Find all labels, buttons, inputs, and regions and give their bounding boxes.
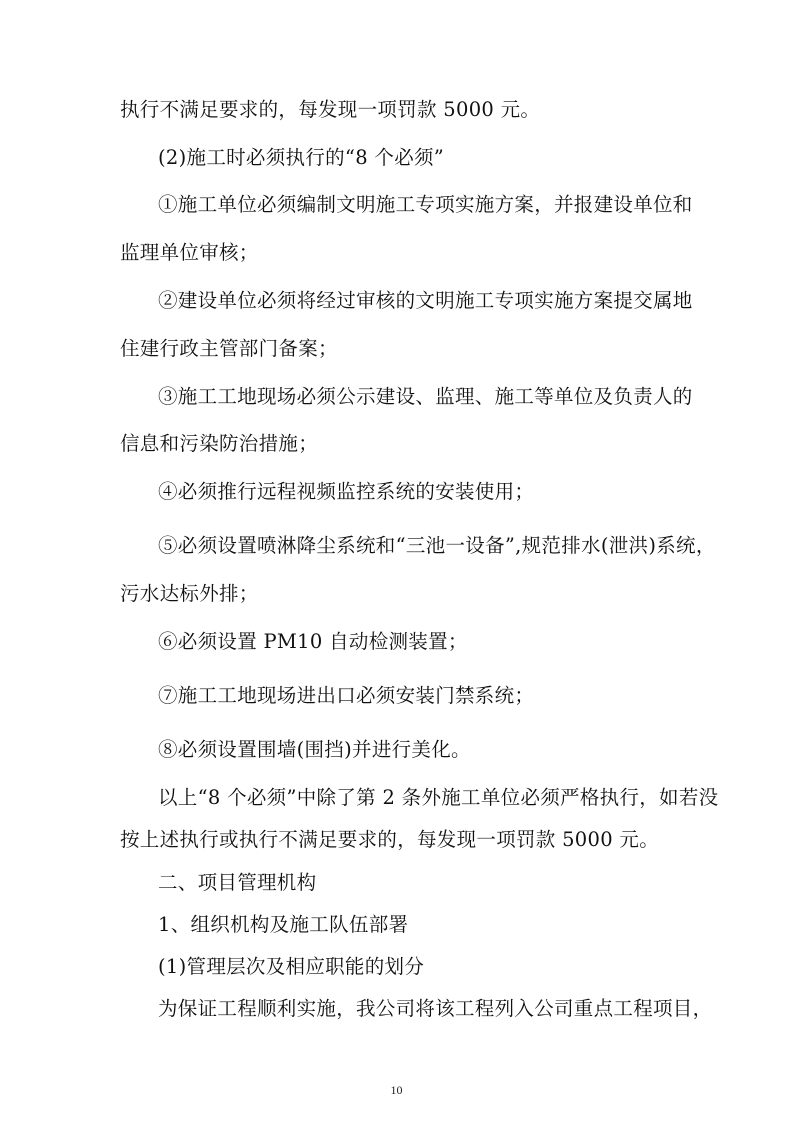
paragraph-line: 执行不满足要求的，每发现一项罚款 5000 元。 (120, 98, 541, 121)
list-item: ④必须推行远程视频监控系统的安装使用； (158, 480, 535, 503)
list-item: ⑥必须设置 PM10 自动检测装置； (158, 630, 468, 653)
list-item: ①施工单位必须编制文明施工专项实施方案，并报建设单位和 (158, 193, 693, 216)
page-number: 10 (390, 1083, 403, 1097)
list-item: ③施工工地现场必须公示建设、监理、施工等单位及负责人的 (158, 385, 693, 408)
list-item-continuation: 信息和污染防治措施； (120, 432, 319, 455)
subsection-heading: 1、组织机构及施工队伍部署 (158, 913, 409, 936)
section-heading: 二、项目管理机构 (158, 871, 317, 894)
section-heading: (2)施工时必须执行的“8 个必须” (158, 146, 445, 169)
paragraph-line: 按上述执行或执行不满足要求的，每发现一项罚款 5000 元。 (120, 828, 660, 851)
list-item-continuation: 监理单位审核； (120, 241, 259, 264)
list-item-continuation: 污水达标外排； (120, 582, 259, 605)
paragraph-line: 以上“8 个必须”中除了第 2 条外施工单位必须严格执行，如若没 (158, 786, 719, 809)
list-item: ⑤必须设置喷淋降尘系统和“三池一设备”,规范排水(泄洪)系统， (158, 534, 716, 557)
subsection-heading: (1)管理层次及相应职能的划分 (158, 955, 425, 978)
list-item: ②建设单位必须将经过审核的文明施工专项实施方案提交属地 (158, 289, 693, 312)
list-item-continuation: 住建行政主管部门备案； (120, 337, 338, 360)
paragraph-line: 为保证工程顺利实施，我公司将该工程列入公司重点工程项目， (158, 997, 713, 1020)
list-item: ⑧必须设置围墙(围挡)并进行美化。 (158, 738, 471, 761)
list-item: ⑦施工工地现场进出口必须安装门禁系统； (158, 684, 535, 707)
